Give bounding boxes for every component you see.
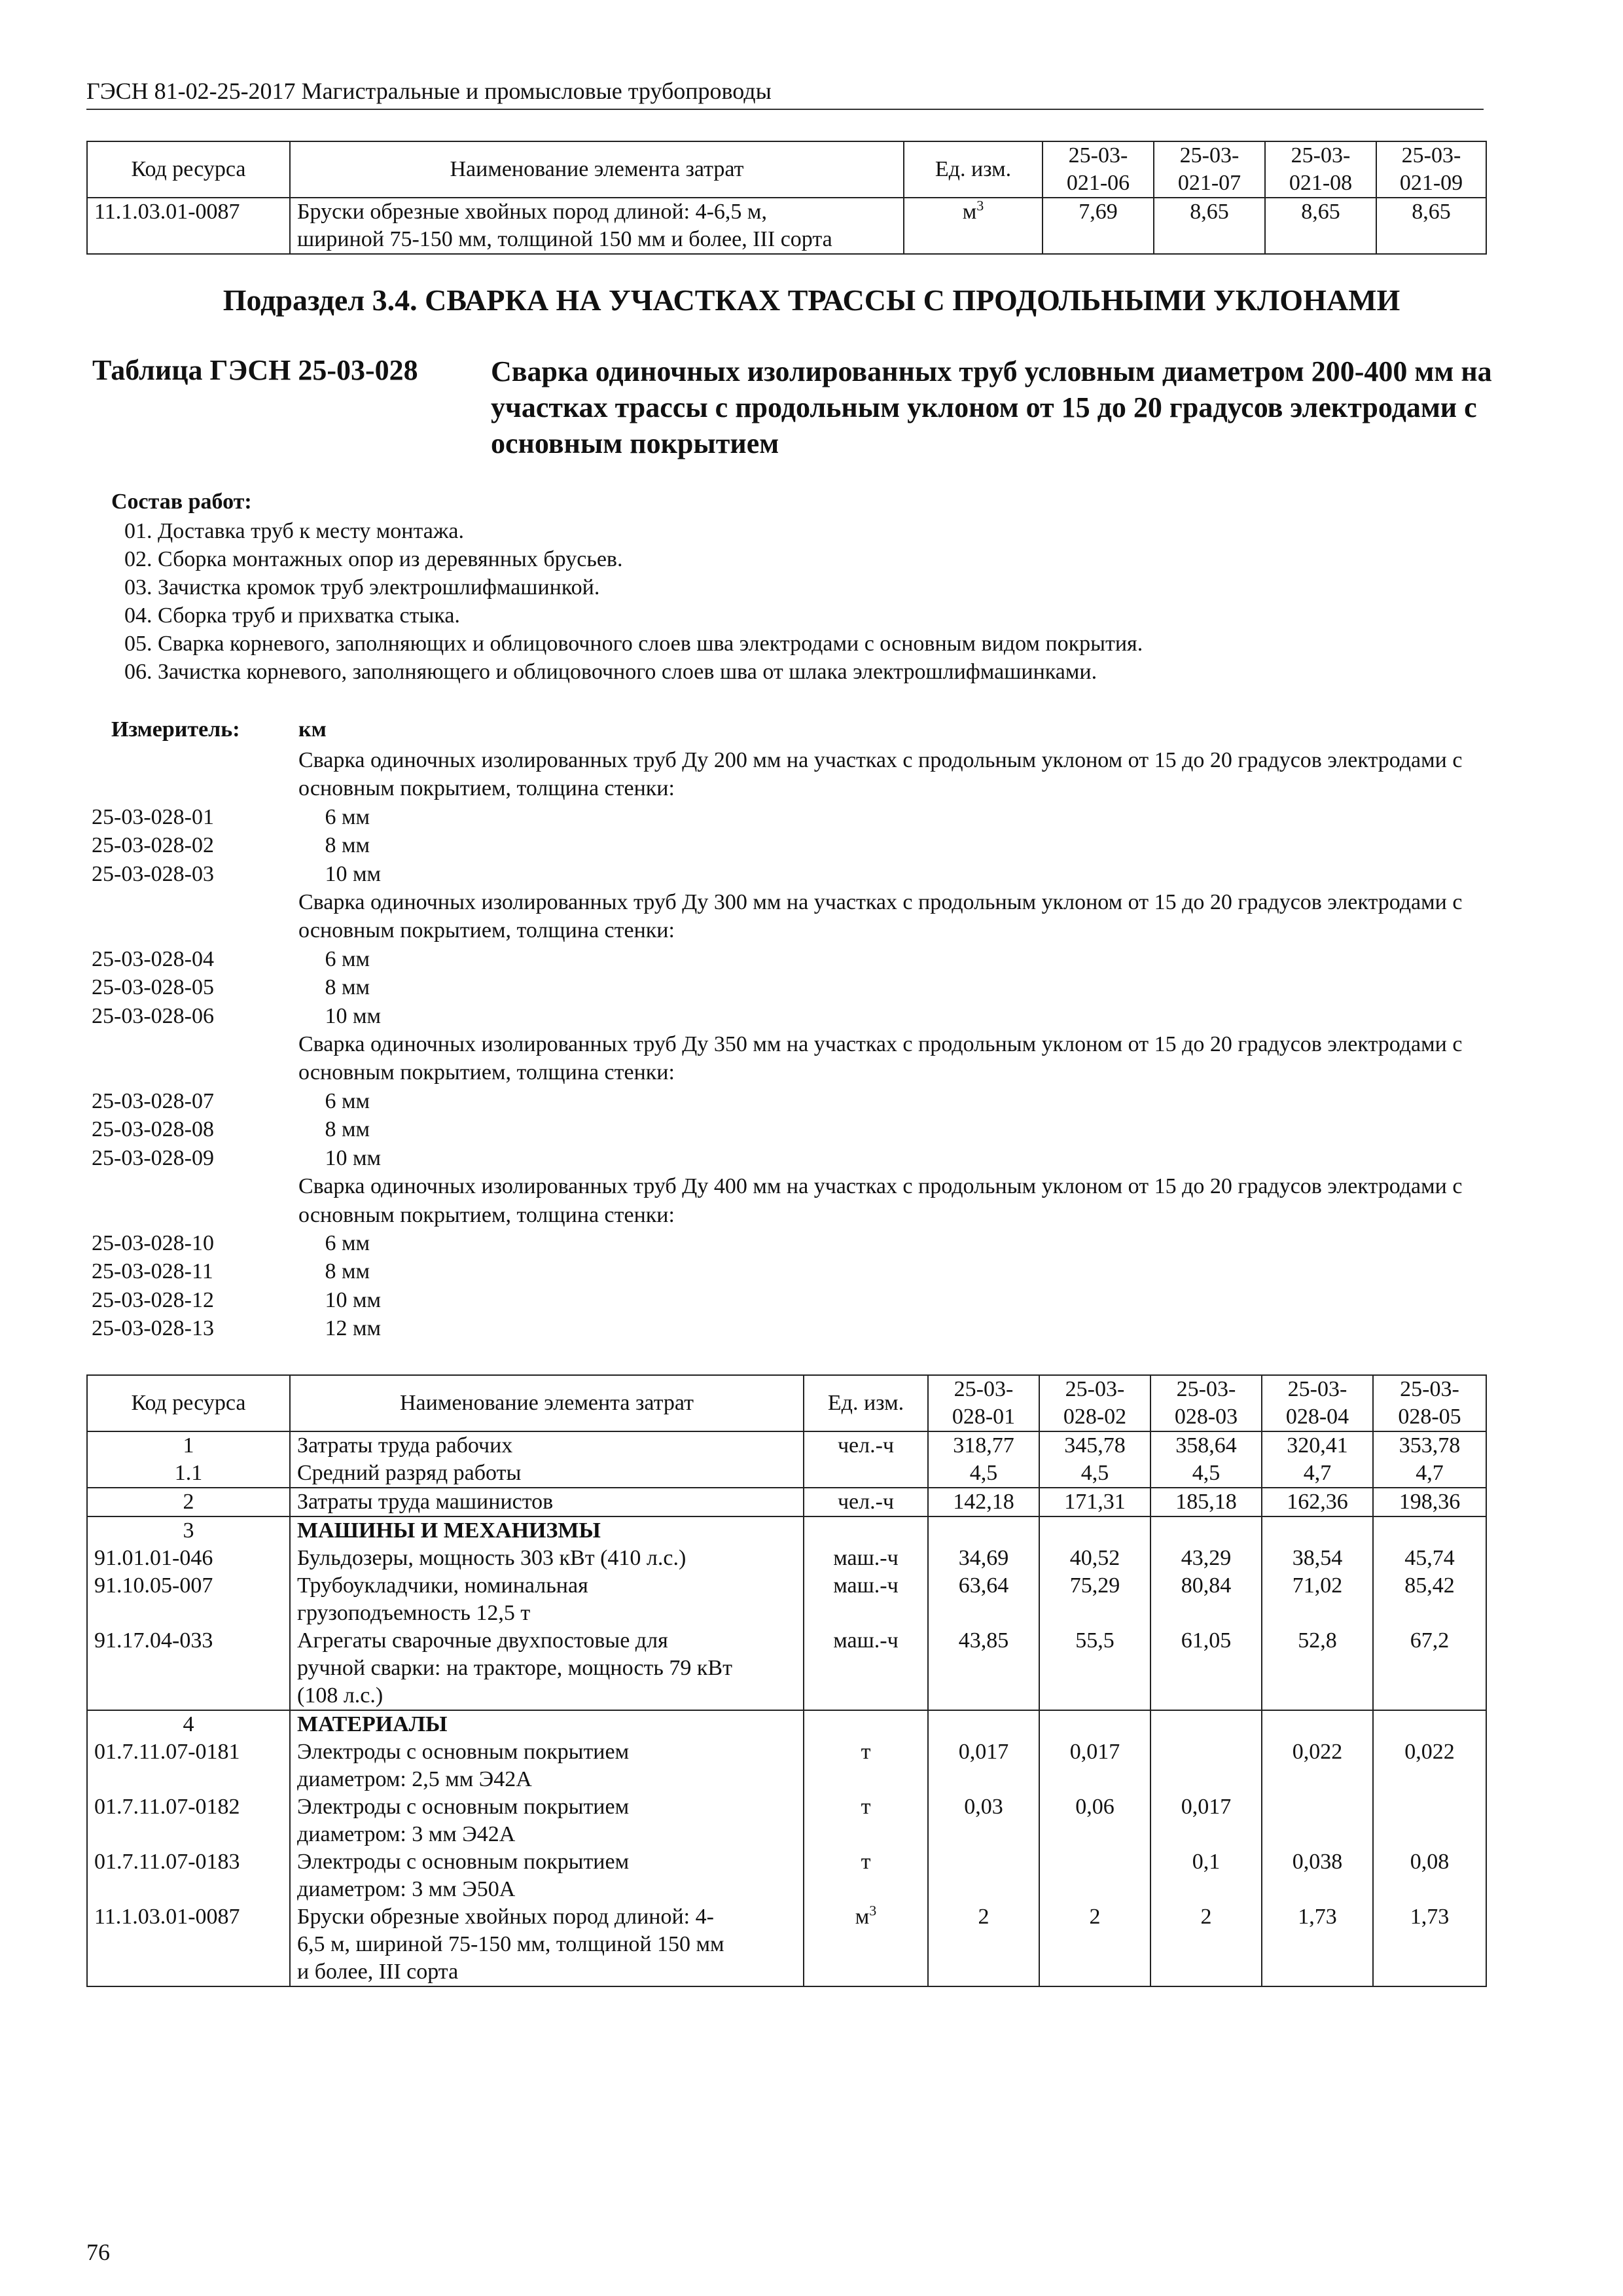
value-cell (1150, 1710, 1262, 1986)
value (935, 1711, 1032, 1738)
value (1269, 1793, 1366, 1848)
value: 142,18 (953, 1490, 1014, 1514)
norm-item: 25-03-028-08 8 мм (92, 1117, 370, 1142)
value-cell (1262, 1710, 1373, 1986)
value: 2 (978, 1905, 990, 1929)
value: 0,022 (1292, 1740, 1343, 1764)
header-cell: 25-03- 028-02 (1039, 1375, 1150, 1431)
resource-unit (811, 1711, 921, 1738)
value: 40,52 (1069, 1546, 1120, 1570)
value-cell (928, 1431, 1039, 1488)
resource-code: 91.10.05-007 (94, 1573, 213, 1598)
value: 358,64 (1175, 1433, 1237, 1458)
value (1046, 1711, 1143, 1738)
value (1380, 1793, 1479, 1848)
value: 345,78 (1064, 1433, 1126, 1458)
resource-code: 91.01.01-046 (94, 1546, 213, 1570)
value-cell (1150, 1516, 1262, 1710)
resource-unit (811, 1432, 921, 1460)
value: 4,5 (1192, 1461, 1221, 1485)
resource-unit-cell (804, 1488, 928, 1516)
resource-unit (811, 1572, 921, 1627)
table-title: Сварка одиночных изолированных труб условным диаметром 200-400 мм на участках трассы с продольным уклоном от 15 до 20 градусов электродами с основным покрытием (491, 355, 1492, 459)
value: 55,5 (1075, 1628, 1115, 1653)
value: 198,36 (1399, 1490, 1461, 1514)
resource-code: 1.1 (174, 1461, 203, 1485)
resource-name: Электроды с основным покрытием диаметром: 3 мм Э50А (297, 1850, 630, 1901)
value: 0,1 (1192, 1850, 1221, 1874)
value: 67,2 (1410, 1628, 1450, 1653)
header-cell: Ед. изм. (804, 1375, 928, 1431)
header-cell: 25-03- 028-04 (1262, 1375, 1373, 1431)
resource-name: Средний разряд работы (297, 1461, 522, 1485)
resource-code-cell (87, 1710, 290, 1986)
value-cell (1262, 1431, 1373, 1488)
header-cell: 25-03- 028-05 (1373, 1375, 1486, 1431)
value: 4,7 (1416, 1461, 1444, 1485)
resource-unit (811, 1738, 921, 1793)
norm-spec-list (92, 746, 1489, 1343)
resource-unit (811, 1903, 921, 1986)
value: 34,69 (958, 1546, 1009, 1570)
resource-code: 01.7.11.07-0182 (94, 1795, 240, 1819)
norm-item: 25-03-028-10 6 мм (92, 1230, 370, 1255)
value: 4,7 (1303, 1461, 1332, 1485)
value (1380, 1711, 1479, 1738)
value: 318,77 (953, 1433, 1014, 1458)
value: 353,78 (1399, 1433, 1461, 1458)
value: 45,74 (1404, 1546, 1455, 1570)
resource-name: Затраты труда машинистов (297, 1490, 554, 1514)
list-item: 01. Доставка труб к месту монтажа. (124, 519, 464, 543)
main-table-body (87, 1431, 1486, 1986)
value: 75,29 (1069, 1573, 1120, 1598)
norm-item: 25-03-028-03 10 мм (92, 861, 382, 886)
header-cell: 25-03- 028-01 (928, 1375, 1039, 1431)
group-description: Сварка одиночных изолированных труб Ду 200 мм на участках с продольным уклоном от 15 до 20 градусов электродами с основным покрытием, толщина стенки: (298, 748, 1463, 801)
unit-text: т (861, 1795, 871, 1819)
value: 0,017 (1181, 1795, 1232, 1819)
works-list (124, 517, 1143, 686)
resource-name: Агрегаты сварочные двухпостовые для ручной сварки: на тракторе, мощность 79 кВт (108 л.с.) (297, 1628, 732, 1708)
resource-name: Трубоукладчики, номинальная грузоподъемность 12,5 т (297, 1573, 588, 1625)
measure-unit: км (298, 717, 327, 742)
value: 61,05 (1181, 1628, 1232, 1653)
resource-unit (811, 1517, 921, 1545)
table-row (87, 1431, 1486, 1488)
running-head: ГЭСН 81-02-25-2017 Магистральные и промысловые трубопроводы (86, 77, 1484, 110)
resource-unit (811, 1793, 921, 1848)
value: 63,64 (958, 1573, 1009, 1598)
group-description: Сварка одиночных изолированных труб Ду 300 мм на участках с продольным уклоном от 15 до 20 градусов электродами с основным покрытием, толщина стенки: (298, 890, 1463, 943)
header-cell: Наименование элемента затрат (290, 141, 904, 198)
unit-text: т (861, 1740, 871, 1764)
value: 162,36 (1287, 1490, 1348, 1514)
list-item: 06. Зачистка корневого, заполняющего и облицовочного слоев шва от шлака электрошлифмашинками. (124, 660, 1097, 684)
value: 0,017 (1069, 1740, 1120, 1764)
value-cell (1373, 1488, 1486, 1516)
value-cell: 7,69 (1043, 198, 1154, 254)
value: 320,41 (1287, 1433, 1348, 1458)
value (1380, 1517, 1479, 1545)
list-item: 04. Сборка труб и прихватка стыка. (124, 603, 460, 628)
header-cell: Наименование элемента затрат (290, 1375, 804, 1431)
norm-item: 25-03-028-07 6 мм (92, 1088, 370, 1113)
resource-code-cell (87, 1516, 290, 1710)
resource-name-cell (290, 1431, 804, 1488)
value (1269, 1711, 1366, 1738)
value: 71,02 (1292, 1573, 1343, 1598)
value-cell (1262, 1516, 1373, 1710)
value: 85,42 (1404, 1573, 1455, 1598)
resource-code: 91.17.04-033 (94, 1628, 213, 1653)
norm-item: 25-03-028-06 10 мм (92, 1003, 382, 1028)
unit-text: маш.-ч (833, 1628, 899, 1653)
header-cell: 25-03- 021-06 (1043, 141, 1154, 198)
unit-text: маш.-ч (833, 1573, 899, 1598)
resource-code: 11.1.03.01-0087 (94, 1905, 240, 1929)
value: 2 (1200, 1905, 1212, 1929)
list-item: 05. Сварка корневого, заполняющих и облицовочного слоев шва электродами с основным видом покрытия. (124, 632, 1143, 656)
value-cell (1150, 1488, 1262, 1516)
value-cell: 8,65 (1376, 198, 1486, 254)
value (1158, 1517, 1255, 1545)
resource-code: 01.7.11.07-0183 (94, 1850, 240, 1874)
unit-text: чел.-ч (837, 1433, 895, 1458)
header-cell: Код ресурса (87, 141, 290, 198)
works-title: Состав работ: (111, 490, 252, 514)
norm-item: 25-03-028-05 8 мм (92, 975, 370, 1000)
value: 1,73 (1410, 1905, 1450, 1929)
value: 0,08 (1410, 1850, 1450, 1874)
unit-text: маш.-ч (833, 1546, 899, 1570)
resource-code: 11.1.03.01-0087 (87, 198, 290, 254)
value (935, 1848, 1032, 1903)
resource-name-cell (290, 1516, 804, 1710)
table-header-row (87, 1375, 1486, 1431)
table-header-row (87, 141, 1486, 198)
list-item: 03. Зачистка кромок труб электрошлифмашинкой. (124, 575, 600, 600)
value-cell: 8,65 (1265, 198, 1376, 254)
norm-item: 25-03-028-12 10 мм (92, 1287, 382, 1312)
value-cell (1039, 1710, 1150, 1986)
main-resource-table (86, 1374, 1487, 1987)
value-cell (1039, 1488, 1150, 1516)
resource-unit (811, 1488, 921, 1516)
value: 0,038 (1292, 1850, 1343, 1874)
value-cell (1262, 1488, 1373, 1516)
value: 4,5 (1080, 1461, 1109, 1485)
resource-unit-cell (804, 1516, 928, 1710)
value-cell (1150, 1431, 1262, 1488)
resource-name: МАТЕРИАЛЫ (297, 1712, 448, 1736)
unit-superscript: 3 (869, 1902, 877, 1919)
value: 38,54 (1292, 1546, 1343, 1570)
unit-text: чел.-ч (837, 1490, 895, 1514)
table-row (87, 1516, 1486, 1710)
norm-item: 25-03-028-11 8 мм (92, 1259, 370, 1284)
resource-code: 2 (183, 1490, 194, 1514)
value-cell (1373, 1710, 1486, 1986)
value: 1,73 (1298, 1905, 1337, 1929)
subsection-title: Подраздел 3.4. СВАРКА НА УЧАСТКАХ ТРАССЫ С ПРОДОЛЬНЫМИ УКЛОНАМИ (223, 283, 1400, 317)
resource-name: Бруски обрезные хвойных пород длиной: 4- 6,5 м, шириной 75-150 мм, толщиной 150 мм и более, III сорта (297, 1905, 724, 1984)
value (1158, 1711, 1255, 1738)
resource-unit (811, 1848, 921, 1903)
value: 0,03 (964, 1795, 1003, 1819)
resource-name-cell (290, 1710, 804, 1986)
value-cell (928, 1710, 1039, 1986)
resource-code: 01.7.11.07-0181 (94, 1740, 240, 1764)
value: 0,06 (1075, 1795, 1115, 1819)
value-cell (1373, 1516, 1486, 1710)
resource-name-cell (290, 1488, 804, 1516)
resource-code: 1 (183, 1433, 194, 1458)
value: 185,18 (1175, 1490, 1237, 1514)
value: 0,017 (958, 1740, 1009, 1764)
resource-name: Электроды с основным покрытием диаметром: 2,5 мм Э42А (297, 1740, 630, 1791)
value-cell (1039, 1516, 1150, 1710)
resource-code: 4 (183, 1712, 194, 1736)
value (1046, 1517, 1143, 1545)
norm-item: 25-03-028-04 6 мм (92, 946, 370, 971)
measure-label: Измеритель: (111, 717, 240, 742)
value-cell: 8,65 (1154, 198, 1265, 254)
resource-name: Электроды с основным покрытием диаметром: 3 мм Э42А (297, 1795, 630, 1846)
value-cell (1373, 1431, 1486, 1488)
header-cell: Ед. изм. (904, 141, 1043, 198)
resource-unit-cell (804, 1431, 928, 1488)
resource-name: Затраты труда рабочих (297, 1433, 513, 1458)
resource-unit: $м^3$ (904, 198, 1043, 254)
header-cell: 25-03- 021-07 (1154, 141, 1265, 198)
table-label: Таблица ГЭСН 25-03-028 (92, 354, 418, 386)
header-cell: Код ресурса (87, 1375, 290, 1431)
header-cell: 25-03- 028-03 (1150, 1375, 1262, 1431)
value-cell (928, 1488, 1039, 1516)
norm-item: 25-03-028-13 12 мм (92, 1316, 382, 1341)
table-row (87, 1710, 1486, 1986)
value (1046, 1848, 1143, 1903)
group-description: Сварка одиночных изолированных труб Ду 400 мм на участках с продольным уклоном от 15 до 20 градусов электродами с основным покрытием, толщина стенки: (298, 1174, 1463, 1227)
value: 43,85 (958, 1628, 1009, 1653)
resource-code: 3 (183, 1518, 194, 1543)
list-item: 02. Сборка монтажных опор из деревянных брусьев. (124, 547, 623, 571)
value: 80,84 (1181, 1573, 1232, 1598)
norm-item: 25-03-028-01 6 мм (92, 804, 370, 829)
resource-unit (811, 1627, 921, 1710)
norm-item: 25-03-028-02 8 мм (92, 833, 370, 858)
table-row (87, 198, 1486, 254)
resource-unit (811, 1545, 921, 1572)
header-cell: 25-03- 021-08 (1265, 141, 1376, 198)
resource-code-cell (87, 1488, 290, 1516)
value: 43,29 (1181, 1546, 1232, 1570)
value: 4,5 (969, 1461, 998, 1485)
table-row (87, 1488, 1486, 1516)
resource-unit (811, 1460, 921, 1487)
resource-name: МАШИНЫ И МЕХАНИЗМЫ (297, 1518, 601, 1543)
header-cell: 25-03- 021-09 (1376, 141, 1486, 198)
value (935, 1517, 1032, 1545)
value-cell (1039, 1431, 1150, 1488)
value: 171,31 (1064, 1490, 1126, 1514)
resource-name: Бульдозеры, мощность 303 кВт (410 л.с.) (297, 1546, 687, 1570)
value (1269, 1517, 1366, 1545)
value (1158, 1738, 1255, 1793)
page-number: 76 (86, 2239, 110, 2265)
resource-code-cell (87, 1431, 290, 1488)
value: 52,8 (1298, 1628, 1337, 1653)
value-cell (928, 1516, 1039, 1710)
unit-text: т (861, 1850, 871, 1874)
value: 0,022 (1404, 1740, 1455, 1764)
top-resource-table (86, 141, 1487, 255)
resource-unit-cell (804, 1710, 928, 1986)
unit-text: м (855, 1905, 870, 1929)
norm-item: 25-03-028-09 10 мм (92, 1145, 382, 1170)
group-description: Сварка одиночных изолированных труб Ду 350 мм на участках с продольным уклоном от 15 до 20 градусов электродами с основным покрытием, толщина стенки: (298, 1032, 1463, 1085)
resource-name: Бруски обрезные хвойных пород длиной: 4-6,5 м, шириной 75-150 мм, толщиной 150 мм и более, III сорта (290, 198, 904, 254)
value: 2 (1089, 1905, 1101, 1929)
